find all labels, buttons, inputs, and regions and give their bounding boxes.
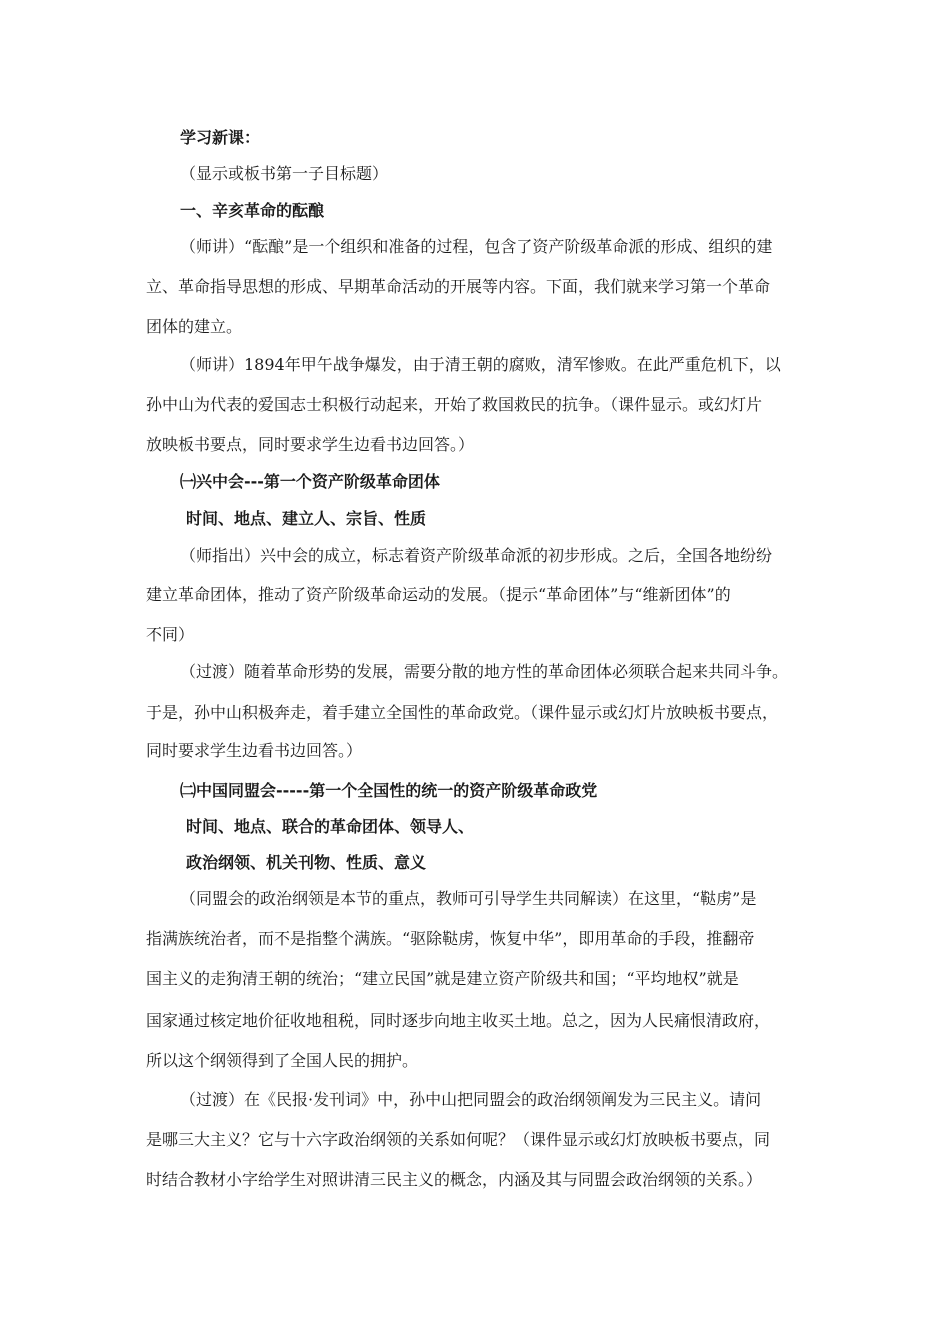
subsection-1-title: ㈠兴中会---第一个资产阶级革命团体 <box>180 472 440 491</box>
paragraph-line: （同盟会的政治纲领是本节的重点，教师可引导学生共同解读）在这里，“鞑虏”是 <box>180 889 757 908</box>
note-show-title: （显示或板书第一子目标题） <box>180 164 389 183</box>
paragraph-line: 时结合教材小字给学生对照讲清三民主义的概念，内涵及其与同盟会政治纲领的关系。） <box>146 1170 763 1189</box>
paragraph-line: 建立革命团体，推动了资产阶级革命运动的发展。（提示“革命团体”与“维新团体”的 <box>146 585 731 604</box>
paragraph-line: 孙中山为代表的爱国志士积极行动起来，开始了救国救民的抗争。（课件显示。或幻灯片 <box>146 395 763 414</box>
section-1-title: 一、辛亥革命的酝酿 <box>180 201 325 220</box>
paragraph-line: 立、革命指导思想的形成、早期革命活动的开展等内容。下面，我们就来学习第一个革命 <box>146 277 771 296</box>
paragraph-line: （过渡）随着革命形势的发展，需要分散的地方性的革命团体必须联合起来共同斗争。 <box>180 662 789 681</box>
paragraph-line: （师讲）“酝酿”是一个组织和准备的过程，包含了资产阶级革命派的形成、组织的建 <box>180 237 773 256</box>
paragraph-line: （过渡）在《民报·发刊词》中，孙中山把同盟会的政治纲领阐发为三民主义。请问 <box>180 1090 762 1109</box>
heading-new-lesson: 学习新课： <box>180 128 261 147</box>
subsection-2-title: ㈡中国同盟会-----第一个全国性的统一的资产阶级革命政党 <box>180 781 598 800</box>
paragraph-line: 团体的建立。 <box>146 317 243 336</box>
paragraph-line: 是哪三大主义？它与十六字政治纲领的关系如何呢？（课件显示或幻灯放映板书要点，同 <box>146 1130 771 1149</box>
subsection-2-points-2: 政治纲领、机关刊物、性质、意义 <box>186 853 427 872</box>
paragraph-line: 放映板书要点，同时要求学生边看书边回答。） <box>146 435 475 454</box>
paragraph-line: 不同） <box>146 625 195 644</box>
paragraph-line: 于是，孙中山积极奔走，着手建立全国性的革命政党。（课件显示或幻灯片放映板书要点， <box>146 703 779 722</box>
paragraph-line: 国家通过核定地价征收地租税，同时逐步向地主收买土地。总之，因为人民痛恨清政府， <box>146 1011 771 1030</box>
subsection-1-points: 时间、地点、建立人、宗旨、性质 <box>186 509 427 528</box>
paragraph-line: 所以这个纲领得到了全国人民的拥护。 <box>146 1051 419 1070</box>
paragraph-line: （师指出）兴中会的成立，标志着资产阶级革命派的初步形成。之后，全国各地纷纷 <box>180 546 773 565</box>
paragraph-line: 国主义的走狗清王朝的统治；“建立民国”就是建立资产阶级共和国；“平均地权”就是 <box>146 969 739 988</box>
paragraph-line: 指满族统治者，而不是指整个满族。“驱除鞑虏，恢复中华”，即用革命的手段，推翻帝 <box>146 929 755 948</box>
paragraph-line: 同时要求学生边看书边回答。） <box>146 741 363 760</box>
paragraph-line: （师讲）1894年甲午战争爆发，由于清王朝的腐败，清军惨败。在此严重危机下，以 <box>180 355 781 374</box>
subsection-2-points-1: 时间、地点、联合的革命团体、领导人、 <box>186 817 475 836</box>
